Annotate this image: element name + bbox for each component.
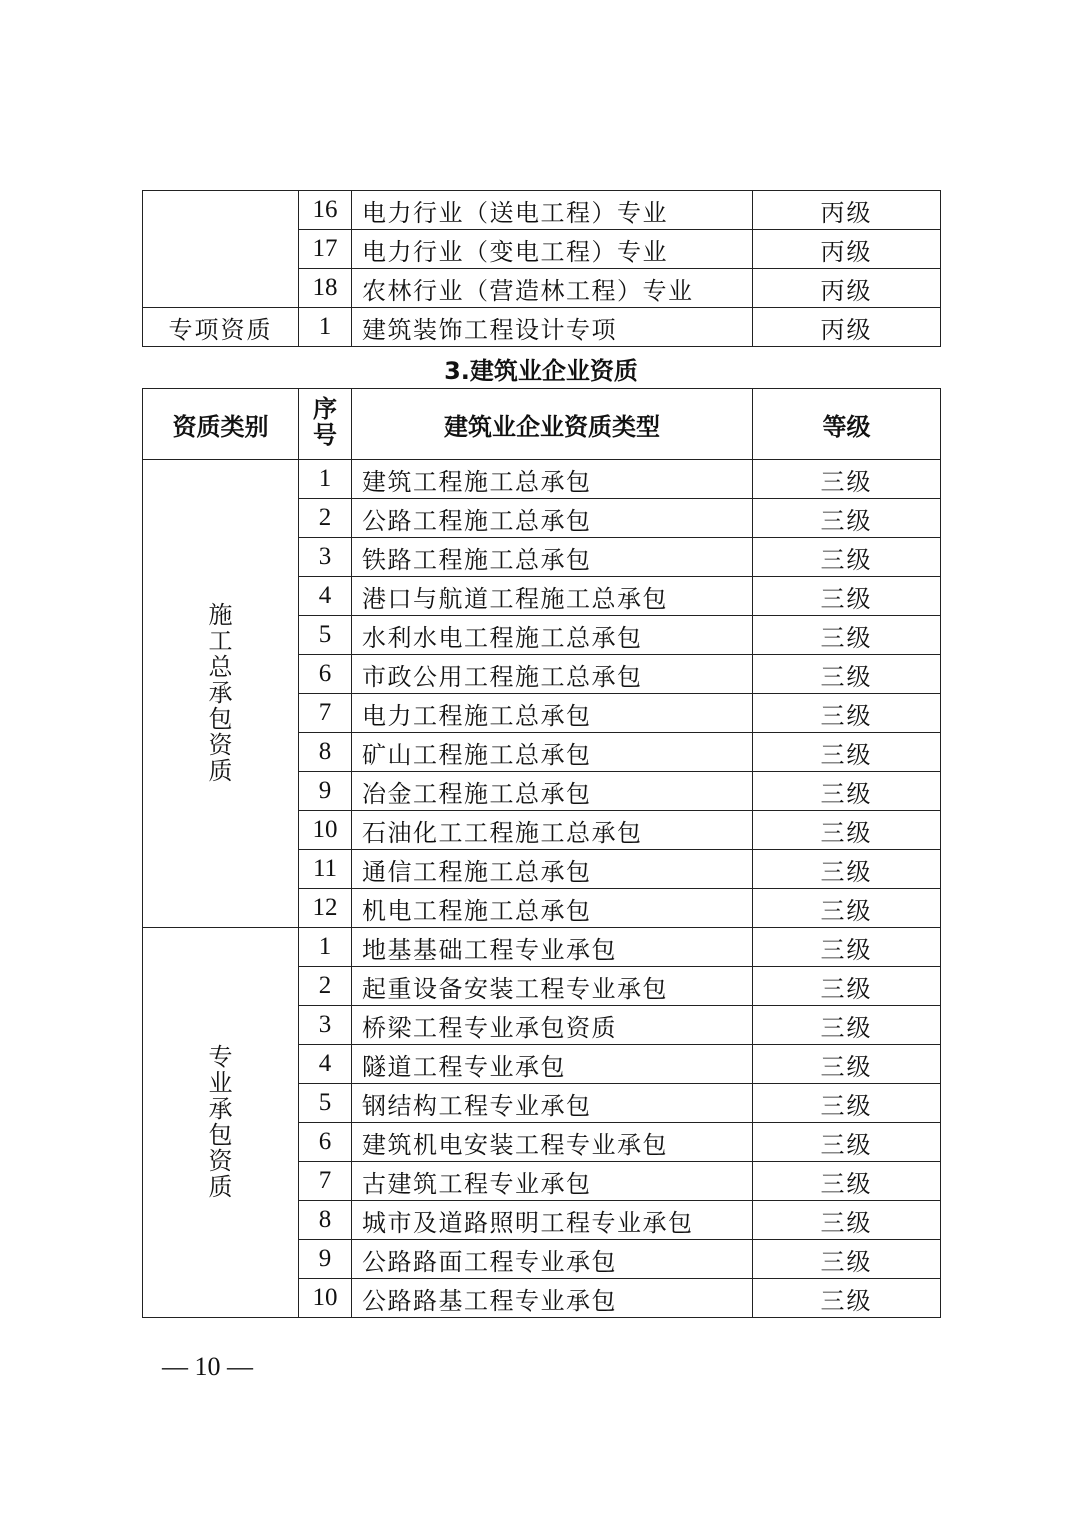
name-cell: 矿山工程施工总承包 [352, 733, 753, 772]
name-cell: 市政公用工程施工总承包 [352, 655, 753, 694]
category-vertical-text: 施工总承包资质 [208, 601, 233, 785]
seq-cell: 5 [299, 616, 352, 655]
seq-cell: 18 [299, 269, 352, 308]
table-row [143, 308, 941, 347]
seq-cell: 3 [299, 1006, 352, 1045]
table-row [143, 460, 941, 499]
name-cell: 铁路工程施工总承包 [352, 538, 753, 577]
seq-cell: 10 [299, 811, 352, 850]
name-cell: 建筑工程施工总承包 [352, 460, 753, 499]
table-row [143, 191, 941, 230]
category-cell-empty [143, 191, 299, 308]
name-cell: 港口与航道工程施工总承包 [352, 577, 753, 616]
seq-cell: 8 [299, 733, 352, 772]
seq-cell: 12 [299, 889, 352, 928]
level-cell: 三级 [753, 1084, 941, 1123]
level-cell: 三级 [753, 967, 941, 1006]
seq-cell: 11 [299, 850, 352, 889]
name-cell: 农林行业（营造林工程）专业 [352, 269, 753, 308]
level-cell: 三级 [753, 1240, 941, 1279]
name-cell: 建筑机电安装工程专业承包 [352, 1123, 753, 1162]
name-cell: 公路路面工程专业承包 [352, 1240, 753, 1279]
level-cell: 三级 [753, 694, 941, 733]
seq-cell: 3 [299, 538, 352, 577]
name-cell: 机电工程施工总承包 [352, 889, 753, 928]
name-cell: 公路路基工程专业承包 [352, 1279, 753, 1318]
table-header-row [143, 389, 941, 460]
level-cell: 三级 [753, 1006, 941, 1045]
level-cell: 三级 [753, 1201, 941, 1240]
section-title: 3.建筑业企业资质 [444, 357, 638, 385]
header-category: 资质类别 [143, 389, 299, 460]
level-cell: 三级 [753, 1123, 941, 1162]
name-cell: 古建筑工程专业承包 [352, 1162, 753, 1201]
level-cell: 三级 [753, 538, 941, 577]
table-row [143, 928, 941, 967]
name-cell: 钢结构工程专业承包 [352, 1084, 753, 1123]
level-cell: 三级 [753, 850, 941, 889]
seq-cell: 10 [299, 1279, 352, 1318]
header-type: 建筑业企业资质类型 [352, 389, 753, 460]
seq-cell: 6 [299, 1123, 352, 1162]
level-cell: 丙级 [753, 308, 941, 347]
level-cell: 三级 [753, 1162, 941, 1201]
seq-cell: 9 [299, 772, 352, 811]
name-cell: 水利水电工程施工总承包 [352, 616, 753, 655]
name-cell: 城市及道路照明工程专业承包 [352, 1201, 753, 1240]
name-cell: 电力行业（送电工程）专业 [352, 191, 753, 230]
level-cell: 三级 [753, 733, 941, 772]
name-cell: 石油化工工程施工总承包 [352, 811, 753, 850]
name-cell: 通信工程施工总承包 [352, 850, 753, 889]
seq-cell: 16 [299, 191, 352, 230]
category-cell [143, 460, 299, 928]
category-vertical-text: 专业承包资质 [208, 1043, 233, 1201]
seq-cell: 4 [299, 1045, 352, 1084]
name-cell: 电力行业（变电工程）专业 [352, 230, 753, 269]
level-cell: 三级 [753, 655, 941, 694]
page-number: — 10 — [162, 1352, 253, 1381]
seq-cell: 1 [299, 308, 352, 347]
name-cell: 冶金工程施工总承包 [352, 772, 753, 811]
level-cell: 三级 [753, 460, 941, 499]
level-cell: 三级 [753, 499, 941, 538]
name-cell: 地基基础工程专业承包 [352, 928, 753, 967]
name-cell: 电力工程施工总承包 [352, 694, 753, 733]
level-cell: 三级 [753, 889, 941, 928]
seq-cell: 8 [299, 1201, 352, 1240]
name-cell: 隧道工程专业承包 [352, 1045, 753, 1084]
category-cell [143, 928, 299, 1318]
seq-cell: 9 [299, 1240, 352, 1279]
header-seq [299, 389, 352, 460]
header-seq-text: 序号 [313, 395, 337, 449]
name-cell: 桥梁工程专业承包资质 [352, 1006, 753, 1045]
seq-cell: 7 [299, 1162, 352, 1201]
seq-cell: 1 [299, 460, 352, 499]
seq-cell: 7 [299, 694, 352, 733]
seq-cell: 2 [299, 967, 352, 1006]
seq-cell: 2 [299, 499, 352, 538]
seq-cell: 5 [299, 1084, 352, 1123]
name-cell: 建筑装饰工程设计专项 [352, 308, 753, 347]
qualification-table-continued [142, 190, 941, 347]
header-level: 等级 [753, 389, 941, 460]
category-cell: 专项资质 [143, 308, 299, 347]
level-cell: 三级 [753, 1045, 941, 1084]
seq-cell: 6 [299, 655, 352, 694]
construction-qualification-table [142, 388, 941, 1318]
level-cell: 三级 [753, 772, 941, 811]
seq-cell: 1 [299, 928, 352, 967]
level-cell: 丙级 [753, 269, 941, 308]
level-cell: 三级 [753, 577, 941, 616]
name-cell: 起重设备安装工程专业承包 [352, 967, 753, 1006]
seq-cell: 4 [299, 577, 352, 616]
level-cell: 丙级 [753, 191, 941, 230]
level-cell: 三级 [753, 928, 941, 967]
level-cell: 丙级 [753, 230, 941, 269]
level-cell: 三级 [753, 1279, 941, 1318]
level-cell: 三级 [753, 616, 941, 655]
name-cell: 公路工程施工总承包 [352, 499, 753, 538]
level-cell: 三级 [753, 811, 941, 850]
seq-cell: 17 [299, 230, 352, 269]
